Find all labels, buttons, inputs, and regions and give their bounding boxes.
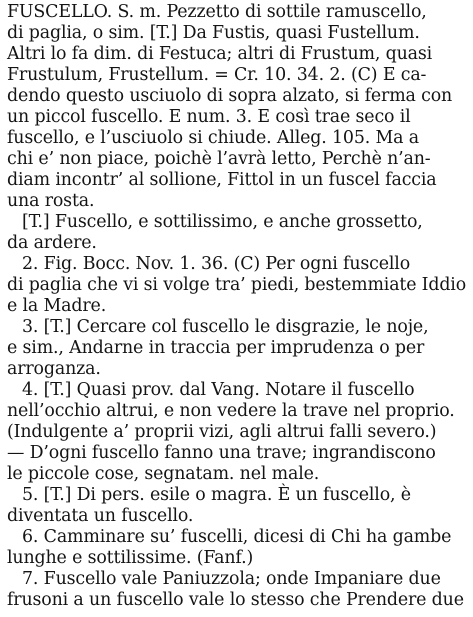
- entry-line: di paglia che vi si volge tra’ piedi, bestemmiate Iddio: [7, 275, 467, 295]
- entry-line: e la Madre.: [7, 296, 107, 316]
- entry-line: lunghe e sottilissime. (Fanf.): [7, 548, 254, 568]
- entry-line: arroganza.: [7, 359, 101, 379]
- entry-line: 4. [T.] Quasi prov. dal Vang. Notare il fuscello: [22, 380, 415, 400]
- entry-line: 7. Fuscello vale Paniuzzola; onde Impaniare due: [22, 569, 441, 589]
- entry-line: chi e’ non piace, poichè l’avrà letto, Perchè n’an-: [7, 149, 431, 169]
- entry-line: diventata un fuscello.: [7, 506, 194, 526]
- entry-line: 6. Camminare su’ fuscelli, dicesi di Chi ha gambe: [22, 527, 452, 547]
- entry-line: 2. Fig. Bocc. Nov. 1. 36. (C) Per ogni fuscello: [22, 254, 411, 274]
- entry-line: FUSCELLO. S. m. Pezzetto di sottile ramuscello,: [7, 2, 427, 22]
- entry-line: Frustulum, Frustellum. = Cr. 10. 34. 2. (C) E ca-: [7, 65, 427, 85]
- entry-line: le piccole cose, segnatam. nel male.: [7, 464, 320, 484]
- entry-line: (Indulgente a’ proprii vizi, agli altrui falli severo.): [7, 422, 437, 442]
- entry-line: 5. [T.] Di pers. esile o magra. È un fuscello, è: [22, 485, 411, 505]
- entry-line: da ardere.: [7, 233, 97, 253]
- entry-line: [T.] Fuscello, e sottilissimo, e anche grossetto,: [22, 212, 423, 232]
- entry-line: di paglia, o sim. [T.] Da Fustis, quasi Fustellum.: [7, 23, 420, 43]
- entry-line: e sim., Andarne in traccia per imprudenza o per: [7, 338, 425, 358]
- entry-line: fuscello, e l’usciuolo si chiude. Alleg. 105. Ma a: [7, 128, 419, 148]
- entry-line: diam incontr’ al sollione, Fittol in un fuscel faccia: [7, 170, 437, 190]
- entry-line: una rosta.: [7, 191, 95, 211]
- entry-line: Altri lo fa dim. di Festuca; altri di Frustum, quasi: [7, 44, 433, 64]
- entry-line: nell’occhio altrui, e non vedere la trave nel proprio.: [7, 401, 455, 421]
- entry-line: — D’ogni fuscello fanno una trave; ingrandiscono: [7, 443, 436, 463]
- entry-line: dendo questo usciuolo di sopra alzato, si ferma con: [7, 86, 453, 106]
- entry-line: un piccol fuscello. E num. 3. E così trae seco il: [7, 107, 411, 127]
- entry-line: frusoni a un fuscello vale lo stesso che Prendere due: [7, 590, 464, 610]
- entry-line: 3. [T.] Cercare col fuscello le disgrazie, le noje,: [22, 317, 429, 337]
